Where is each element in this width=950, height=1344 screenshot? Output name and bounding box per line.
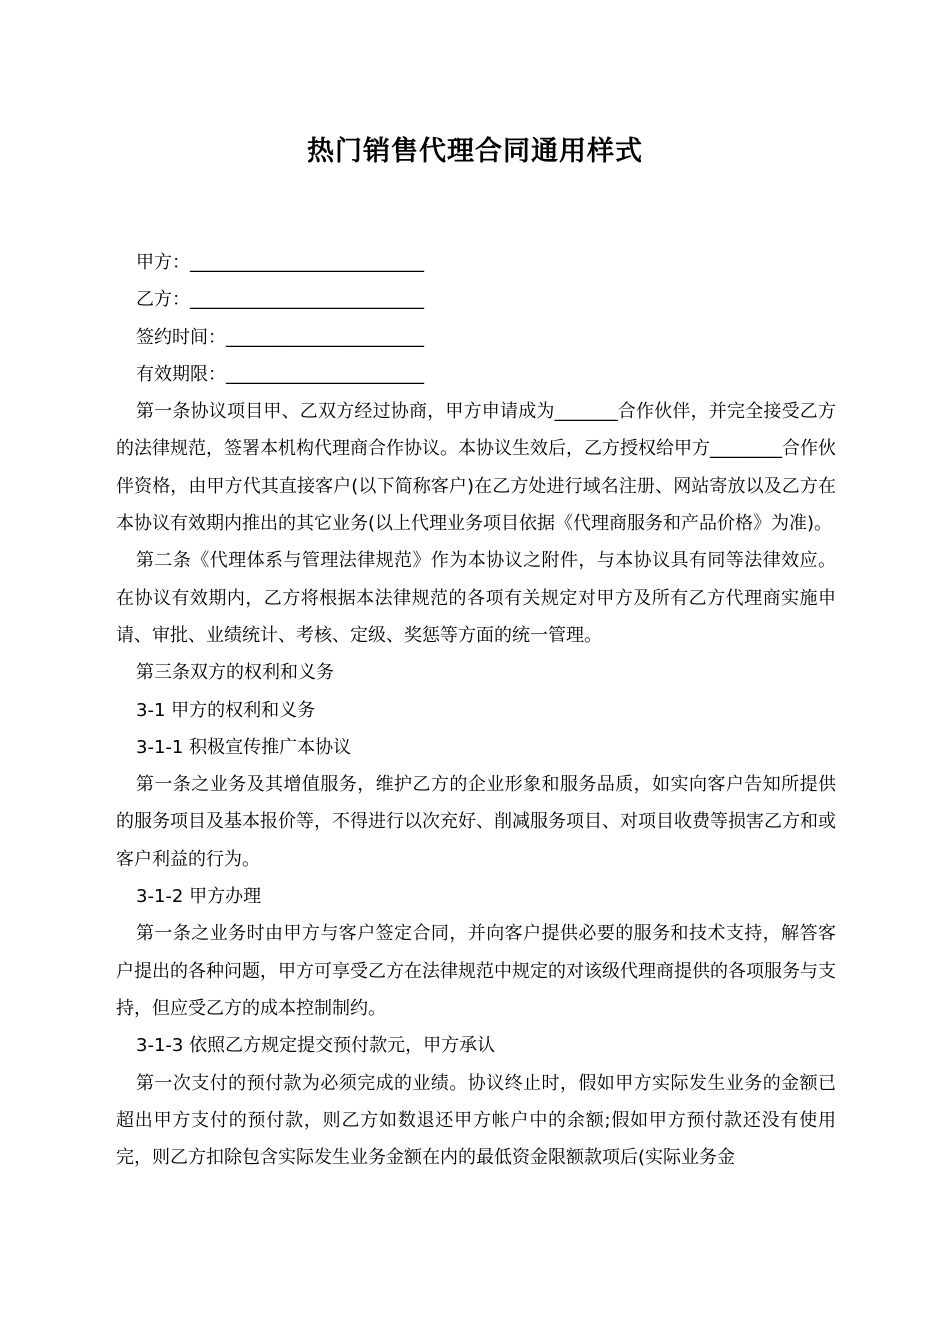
party-a-field (116, 244, 836, 281)
article-2-paragraph: 第二条《代理体系与管理法律规范》作为本协议之附件，与本协议具有同等法律效应。在协议有效期内，乙方将根据本法律规范的各项有关规定对甲方及所有乙方代理商实施申请、审批、业绩统计、考核、定级、奖惩等方面的统一管理。 (116, 550, 836, 646)
section-3-1-heading: 3-1 甲方的权利和义务 (136, 699, 316, 721)
section-3-1-1-paragraph: 第一条之业务及其增值服务，维护乙方的企业形象和服务品质，如实向客户告知所提供的服务项目及基本报价等，不得进行以次充好、削减服务项目、对项目收费等损害乙方和或客户利益的行为。 (116, 774, 836, 870)
party-a-label: 甲方： (136, 252, 190, 273)
signing-date-field (116, 319, 836, 356)
section-3-1-2-paragraph: 第一条之业务时由甲方与客户签定合同，并向客户提供必要的服务和技术支持，解答客户提出的各种问题，甲方可享受乙方在法律规范中规定的对该级代理商提供的各项服务与支持，但应受乙方的成本控制制约。 (116, 923, 836, 1019)
section-3-1-1-heading: 3-1-1 积极宣传推广本协议 (136, 736, 352, 758)
signing-date-blank: ______________________ (226, 326, 424, 348)
document-title: 热门销售代理合同通用样式 (307, 136, 643, 167)
document-body (116, 244, 836, 1176)
article-3-heading: 第三条双方的权利和义务 (136, 662, 334, 684)
party-b-blank: __________________________ (190, 289, 424, 311)
party-a-blank: __________________________ (190, 252, 424, 273)
party-b-label: 乙方： (136, 289, 190, 311)
party-b-field (116, 281, 836, 318)
validity-period-field (116, 356, 836, 393)
signing-date-label: 签约时间： (136, 326, 226, 348)
validity-period-label: 有效期限： (136, 363, 226, 385)
section-3-1-2-heading: 3-1-2 甲方办理 (136, 886, 262, 908)
section-3-1-3-paragraph: 第一次支付的预付款为必须完成的业绩。协议终止时，假如甲方实际发生业务的金额已超出甲方支付的预付款，则乙方如数退还甲方帐户中的余额;假如甲方预付款还没有使用完，则乙方扣除包含实际发生业务金额在内的最低资金限额款项后(实际业务金 (116, 1072, 836, 1169)
section-3-1-3-heading: 3-1-3 依照乙方规定提交预付款元，甲方承认 (136, 1035, 496, 1057)
article-1-paragraph: 第一条协议项目甲、乙双方经过协商，甲方申请成为_______合作伙伴，并完全接受乙方的法律规范，签署本机构代理商合作协议。本协议生效后，乙方授权给甲方________合作伙伴资格，由甲方代其直接客户(以下简称客户)在乙方处进行域名注册、网站寄放以及乙方在本协议有效期内推出的其它业务(以上代理业务项目依据《代理商服务和产品价格》为准)。 (116, 401, 836, 535)
validity-period-blank: ______________________ (226, 363, 424, 385)
